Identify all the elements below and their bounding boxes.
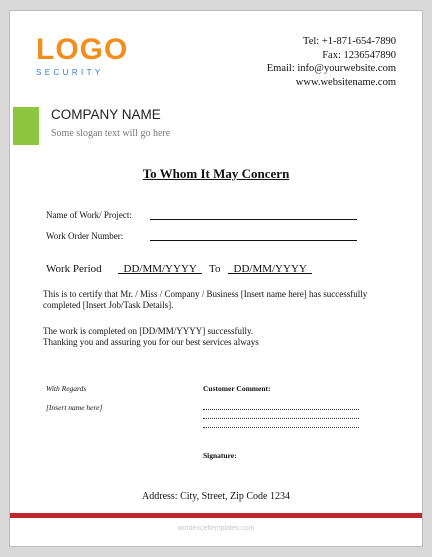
work-period-label: Work Period xyxy=(46,263,102,275)
letter-page xyxy=(9,10,423,547)
work-period-to[interactable]: DD/MM/YYYY xyxy=(228,263,312,275)
address-line: Address: City, Street, Zip Code 1234 xyxy=(142,491,290,502)
work-name-label: Name of Work/ Project: xyxy=(46,210,132,220)
comment-line-2[interactable] xyxy=(203,418,359,419)
contact-block xyxy=(267,35,396,89)
work-name-field[interactable] xyxy=(150,219,357,220)
company-logo xyxy=(36,35,128,77)
comment-line-3[interactable] xyxy=(203,427,359,428)
work-order-field[interactable] xyxy=(150,240,357,241)
contact-fax: Fax: 1236547890 xyxy=(322,49,396,61)
document-title: To Whom It May Concern xyxy=(142,166,290,181)
company-name: COMPANY NAME xyxy=(51,107,161,122)
thanks-line: Thanking you and assuring you for our best services always xyxy=(43,337,259,347)
signature-label: Signature: xyxy=(203,451,237,460)
company-slogan: Some slogan text will go here xyxy=(51,128,171,139)
signer-name-placeholder: [Insert name here] xyxy=(46,403,103,412)
customer-comment-label: Customer Comment: xyxy=(203,384,271,393)
contact-website: www.websitename.com xyxy=(295,76,396,88)
regards-text: With Regards xyxy=(46,384,87,393)
contact-tel: Tel: +1-871-654-7890 xyxy=(303,36,396,47)
work-period-from[interactable]: DD/MM/YYYY xyxy=(118,263,202,275)
logo-text: LOGO xyxy=(36,33,129,66)
logo-subtext: SECURITY xyxy=(36,68,104,77)
work-period-to-label: To xyxy=(209,263,221,275)
accent-bar-green xyxy=(13,107,39,145)
contact-email: Email: info@yourwebsite.com xyxy=(266,63,396,74)
accent-bar-red xyxy=(10,513,422,518)
completion-line: The work is completed on [DD/MM/YYYY] successfully. xyxy=(43,326,254,336)
footer-watermark: wordexceltemplates.com xyxy=(177,525,255,532)
work-order-label: Work Order Number: xyxy=(46,231,124,241)
certification-paragraph: This is to certify that Mr. / Miss / Company / Business [Insert name here] has successfully completed [Insert Job/Task Details]. xyxy=(43,289,368,310)
comment-line-1[interactable] xyxy=(203,409,359,410)
